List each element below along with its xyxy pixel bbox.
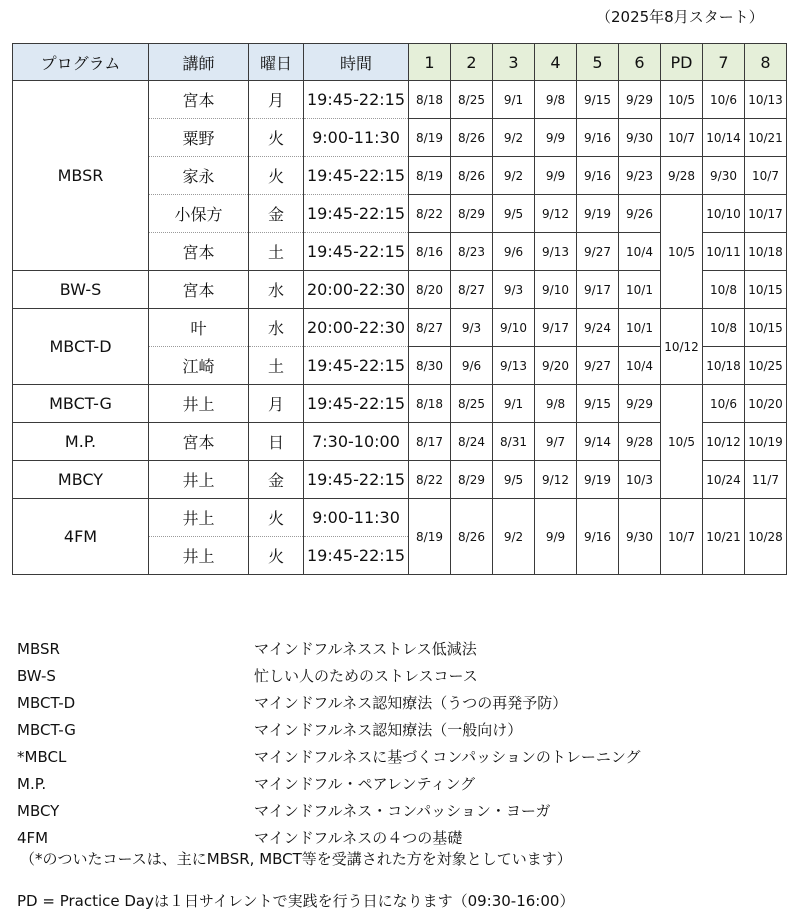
date-cell: 9/20 — [535, 347, 577, 385]
date-cell: 9/10 — [535, 271, 577, 309]
weekday: 土 — [249, 347, 304, 385]
time: 19:45-22:15 — [304, 385, 409, 423]
teacher: 宮本 — [149, 423, 249, 461]
date-cell: 10/24 — [703, 461, 745, 499]
date-cell: 9/12 — [535, 195, 577, 233]
header-session: 5 — [577, 44, 619, 81]
date-cell: 8/31 — [493, 423, 535, 461]
date-cell: 8/22 — [409, 195, 451, 233]
legend-abbr: *MBCL — [17, 748, 67, 766]
time: 19:45-22:15 — [304, 461, 409, 499]
date-cell: 10/6 — [703, 385, 745, 423]
legend-abbr: MBCT-G — [17, 721, 76, 739]
date-cell: 9/26 — [619, 195, 661, 233]
weekday: 水 — [249, 309, 304, 347]
teacher: 家永 — [149, 157, 249, 195]
header-session: 8 — [745, 44, 787, 81]
date-cell: 9/1 — [493, 81, 535, 119]
date-cell: 9/2 — [493, 119, 535, 157]
teacher: 井上 — [149, 537, 249, 575]
date-cell: 9/13 — [535, 233, 577, 271]
weekday: 金 — [249, 195, 304, 233]
date-cell: 10/21 — [703, 499, 745, 575]
date-cell: 10/4 — [619, 233, 661, 271]
legend-desc: マインドフルネス・コンパッション・ヨーガ — [254, 802, 551, 820]
date-cell: 9/1 — [493, 385, 535, 423]
date-cell: 10/15 — [745, 271, 787, 309]
legend-desc: マインドフルネス認知療法（うつの再発予防） — [254, 694, 568, 712]
legend-item — [17, 636, 787, 663]
date-cell: 8/26 — [451, 499, 493, 575]
pd-date-cell: 10/7 — [661, 119, 703, 157]
time: 20:00-22:30 — [304, 309, 409, 347]
date-cell: 10/8 — [703, 309, 745, 347]
date-cell: 10/12 — [703, 423, 745, 461]
date-cell: 10/8 — [703, 271, 745, 309]
date-cell: 10/13 — [745, 81, 787, 119]
date-cell: 10/14 — [703, 119, 745, 157]
teacher: 宮本 — [149, 271, 249, 309]
date-cell: 10/18 — [745, 233, 787, 271]
date-cell: 8/26 — [451, 119, 493, 157]
legend-item — [17, 690, 787, 717]
legend-desc: 忙しい人のためのストレスコース — [254, 667, 478, 685]
legend-abbr: BW-S — [17, 667, 56, 685]
date-cell: 10/4 — [619, 347, 661, 385]
date-cell: 9/8 — [535, 385, 577, 423]
legend-abbr: MBSR — [17, 640, 60, 658]
date-cell: 9/29 — [619, 385, 661, 423]
date-cell: 8/23 — [451, 233, 493, 271]
date-cell: 9/9 — [535, 499, 577, 575]
date-cell: 8/27 — [409, 309, 451, 347]
header-session-pd: PD — [661, 44, 703, 81]
table-row — [13, 499, 787, 537]
pd-date-cell-merged: 10/5 — [661, 385, 703, 499]
time: 19:45-22:15 — [304, 81, 409, 119]
table-row — [13, 309, 787, 347]
legend-abbr: 4FM — [17, 829, 49, 847]
header-session: 2 — [451, 44, 493, 81]
date-cell: 8/22 — [409, 461, 451, 499]
date-cell: 10/15 — [745, 309, 787, 347]
date-cell: 9/12 — [535, 461, 577, 499]
date-cell: 9/19 — [577, 461, 619, 499]
legend-desc: マインドフルネスに基づくコンパッションのトレーニング — [254, 748, 641, 766]
teacher: 江崎 — [149, 347, 249, 385]
date-cell: 9/15 — [577, 81, 619, 119]
weekday: 火 — [249, 499, 304, 537]
date-cell: 9/2 — [493, 499, 535, 575]
header-row — [13, 44, 787, 81]
weekday: 火 — [249, 537, 304, 575]
time: 9:00-11:30 — [304, 499, 409, 537]
date-cell: 10/10 — [703, 195, 745, 233]
date-cell: 9/29 — [619, 81, 661, 119]
date-cell: 9/6 — [493, 233, 535, 271]
date-cell: 9/15 — [577, 385, 619, 423]
date-cell: 9/2 — [493, 157, 535, 195]
time: 20:00-22:30 — [304, 271, 409, 309]
date-cell: 9/5 — [493, 195, 535, 233]
program-name: 4FM — [13, 499, 149, 575]
time: 19:45-22:15 — [304, 537, 409, 575]
date-cell: 10/3 — [619, 461, 661, 499]
header-day: 曜日 — [249, 44, 304, 81]
date-cell: 10/19 — [745, 423, 787, 461]
date-cell: 8/24 — [451, 423, 493, 461]
program-name: BW-S — [13, 271, 149, 309]
date-cell: 10/25 — [745, 347, 787, 385]
header-session: 3 — [493, 44, 535, 81]
teacher: 井上 — [149, 385, 249, 423]
program-name: M.P. — [13, 423, 149, 461]
date-cell: 9/17 — [535, 309, 577, 347]
date-cell: 8/20 — [409, 271, 451, 309]
legend-item — [17, 771, 787, 798]
weekday: 日 — [249, 423, 304, 461]
time: 19:45-22:15 — [304, 195, 409, 233]
date-cell: 8/18 — [409, 385, 451, 423]
date-cell: 8/29 — [451, 461, 493, 499]
program-name: MBCT-D — [13, 309, 149, 385]
pd-date-cell: 10/5 — [661, 81, 703, 119]
header-teacher: 講師 — [149, 44, 249, 81]
teacher: 宮本 — [149, 81, 249, 119]
date-cell: 8/16 — [409, 233, 451, 271]
date-cell: 10/6 — [703, 81, 745, 119]
header-session: 4 — [535, 44, 577, 81]
date-cell: 9/19 — [577, 195, 619, 233]
legend-item — [17, 663, 787, 690]
time: 19:45-22:15 — [304, 233, 409, 271]
date-cell: 8/17 — [409, 423, 451, 461]
date-cell: 10/11 — [703, 233, 745, 271]
date-cell: 11/7 — [745, 461, 787, 499]
date-cell: 9/3 — [451, 309, 493, 347]
weekday: 月 — [249, 385, 304, 423]
time: 7:30-10:00 — [304, 423, 409, 461]
teacher: 粟野 — [149, 119, 249, 157]
date-cell: 9/16 — [577, 157, 619, 195]
teacher: 井上 — [149, 461, 249, 499]
date-cell: 8/30 — [409, 347, 451, 385]
date-cell: 8/29 — [451, 195, 493, 233]
legend-abbr: M.P. — [17, 775, 47, 793]
header-time: 時間 — [304, 44, 409, 81]
weekday: 水 — [249, 271, 304, 309]
date-cell: 9/3 — [493, 271, 535, 309]
pd-date-cell-merged: 10/5 — [661, 195, 703, 309]
date-cell: 8/19 — [409, 157, 451, 195]
date-cell: 10/1 — [619, 309, 661, 347]
program-name: MBSR — [13, 81, 149, 271]
header-session: 1 — [409, 44, 451, 81]
table-row — [13, 385, 787, 423]
date-cell: 9/14 — [577, 423, 619, 461]
start-date-note: （2025年8月スタート） — [596, 8, 764, 26]
practice-day-note: PD = Practice Dayは１日サイレントで実践を行う日になります（09:30-16:00） — [17, 892, 575, 910]
teacher: 井上 — [149, 499, 249, 537]
legend-item — [17, 717, 787, 744]
date-cell: 8/27 — [451, 271, 493, 309]
date-cell: 9/9 — [535, 157, 577, 195]
program-name: MBCT-G — [13, 385, 149, 423]
date-cell: 8/18 — [409, 81, 451, 119]
date-cell: 9/24 — [577, 309, 619, 347]
date-cell: 9/5 — [493, 461, 535, 499]
date-cell: 10/28 — [745, 499, 787, 575]
schedule-table — [12, 43, 787, 575]
date-cell: 9/23 — [619, 157, 661, 195]
weekday: 金 — [249, 461, 304, 499]
date-cell: 9/9 — [535, 119, 577, 157]
pd-date-cell-merged: 10/12 — [661, 309, 703, 385]
date-cell: 9/13 — [493, 347, 535, 385]
date-cell: 9/16 — [577, 499, 619, 575]
date-cell: 8/26 — [451, 157, 493, 195]
date-cell: 9/30 — [619, 499, 661, 575]
header-program: プログラム — [13, 44, 149, 81]
pd-date-cell: 10/7 — [661, 499, 703, 575]
weekday: 月 — [249, 81, 304, 119]
time: 9:00-11:30 — [304, 119, 409, 157]
weekday: 火 — [249, 157, 304, 195]
date-cell: 9/28 — [619, 423, 661, 461]
date-cell: 8/25 — [451, 385, 493, 423]
legend-abbr: MBCT-D — [17, 694, 76, 712]
table-row — [13, 81, 787, 119]
date-cell: 10/21 — [745, 119, 787, 157]
legend-item — [17, 744, 787, 771]
date-cell: 8/19 — [409, 119, 451, 157]
date-cell: 8/25 — [451, 81, 493, 119]
date-cell: 9/27 — [577, 347, 619, 385]
teacher: 小保方 — [149, 195, 249, 233]
header-session: 7 — [703, 44, 745, 81]
date-cell: 9/30 — [619, 119, 661, 157]
weekday: 火 — [249, 119, 304, 157]
date-cell: 9/8 — [535, 81, 577, 119]
legend-item — [17, 798, 787, 825]
date-cell: 9/7 — [535, 423, 577, 461]
program-name: MBCY — [13, 461, 149, 499]
legend — [17, 636, 787, 852]
date-cell: 9/6 — [451, 347, 493, 385]
date-cell: 10/18 — [703, 347, 745, 385]
legend-desc: マインドフルネスストレス低減法 — [254, 640, 477, 658]
date-cell: 10/17 — [745, 195, 787, 233]
legend-desc: マインドフルネスの４つの基礎 — [254, 829, 463, 847]
date-cell: 9/10 — [493, 309, 535, 347]
legend-desc: マインドフル・ペアレンティング — [254, 775, 476, 793]
date-cell: 9/27 — [577, 233, 619, 271]
legend-desc: マインドフルネス認知療法（一般向け） — [254, 721, 523, 739]
time: 19:45-22:15 — [304, 157, 409, 195]
teacher: 宮本 — [149, 233, 249, 271]
date-cell: 9/17 — [577, 271, 619, 309]
date-cell: 10/1 — [619, 271, 661, 309]
date-cell: 10/7 — [745, 157, 787, 195]
date-cell: 10/20 — [745, 385, 787, 423]
teacher: 叶 — [149, 309, 249, 347]
header-session: 6 — [619, 44, 661, 81]
legend-abbr: MBCY — [17, 802, 60, 820]
pd-date-cell: 9/28 — [661, 157, 703, 195]
date-cell: 9/16 — [577, 119, 619, 157]
weekday: 土 — [249, 233, 304, 271]
date-cell: 8/19 — [409, 499, 451, 575]
date-cell: 9/30 — [703, 157, 745, 195]
time: 19:45-22:15 — [304, 347, 409, 385]
legend-footnote: （*のついたコースは、主にMBSR, MBCT等を受講された方を対象としています） — [20, 850, 572, 868]
